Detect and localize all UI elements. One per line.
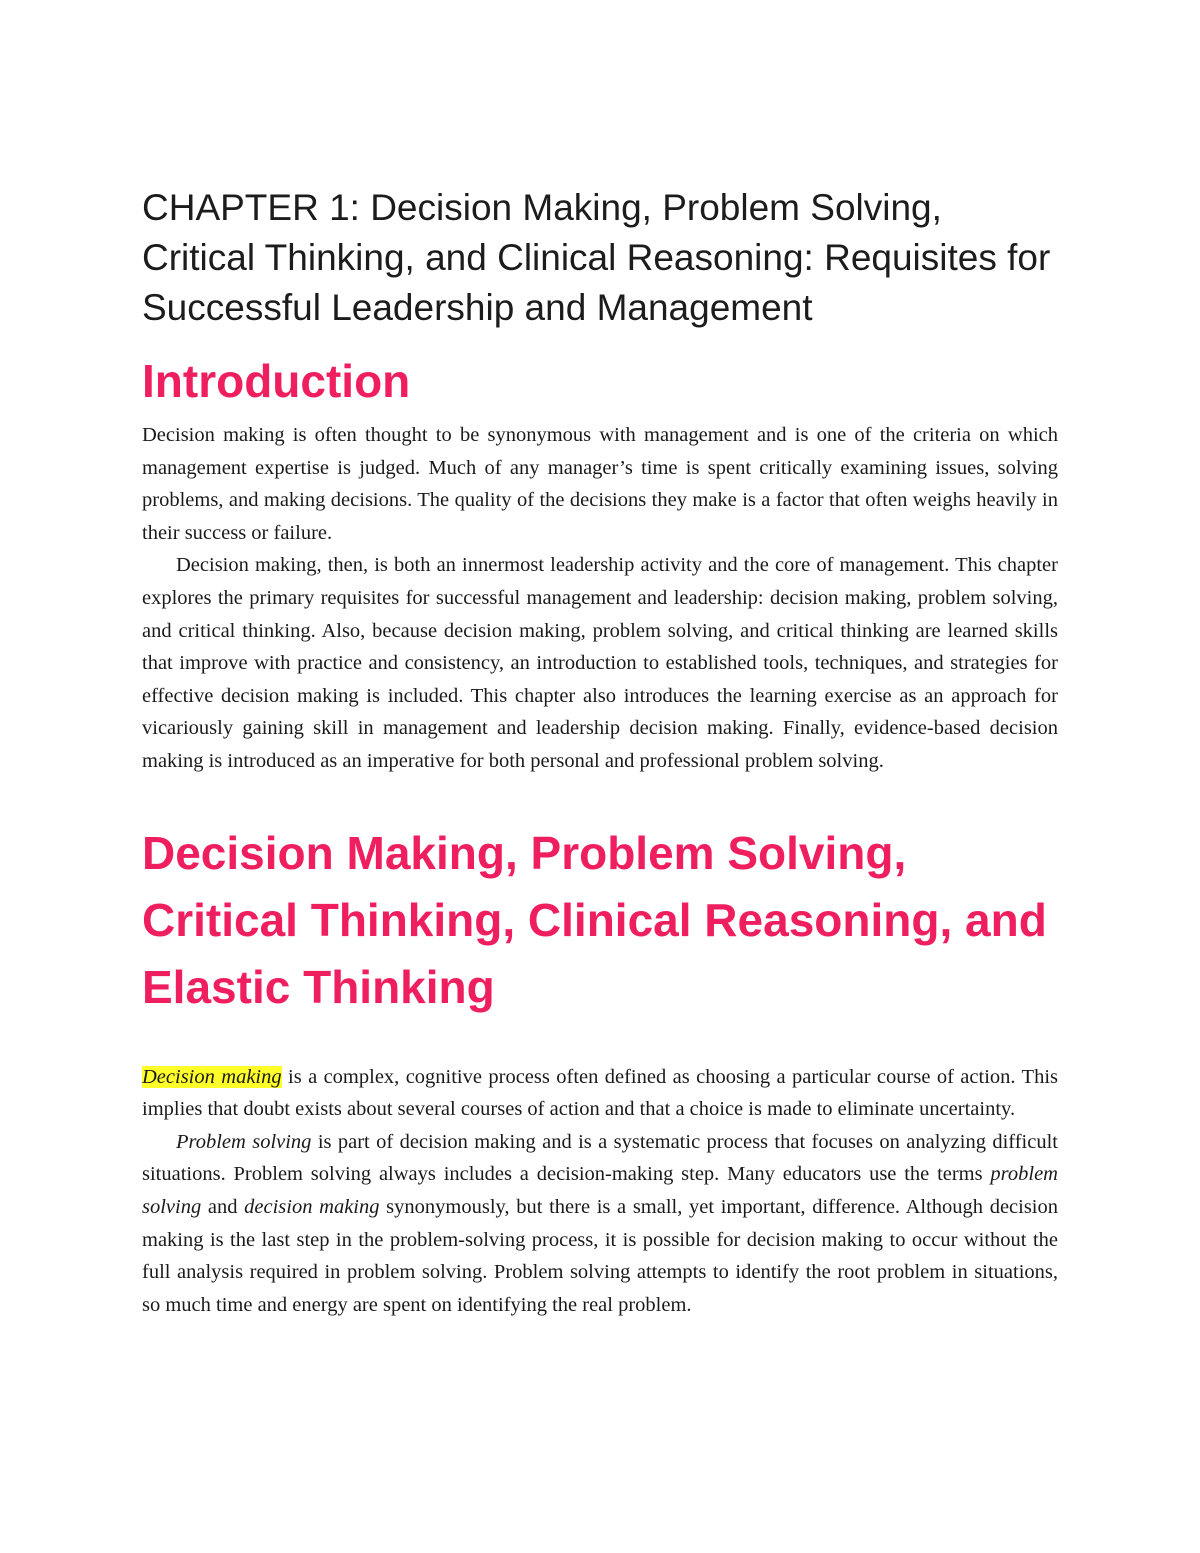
introduction-paragraph-1: Decision making is often thought to be synonymous with management and is one of the criteria on which management expertise is judged. Much of any manager’s time is spent critically examining issues, solving problems, and making decisions. The quality of the decisions they make is a factor that often weighs heavily in their success or failure. [142, 424, 1058, 544]
document-page [142, 183, 1058, 1321]
problem-solving-paragraph [142, 1126, 1058, 1322]
term-problem-solving: Problem solving [176, 1130, 312, 1153]
decision-making-section [142, 1061, 1058, 1322]
problem-solving-text-2: and [201, 1195, 245, 1218]
chapter-title: CHAPTER 1: Decision Making, Problem Solving, Critical Thinking, and Clinical Reasoning: Requisites for Successful Leadership and Management [142, 187, 1051, 328]
problem-solving-text-3: synonymously, but there is a small, yet important, difference. Although decision making is the last step in the problem-solving process, it is possible for decision making to occur without the full analysis required in problem solving. Problem solving attempts to identify the root problem in situations, so much time and energy are spent on identifying the real problem. [142, 1195, 1059, 1316]
problem-solving-text-1: is part of decision making and is a systematic process that focuses on analyzing difficult situations. Problem solving always includes a decision-making step. Many educators use the terms [142, 1130, 1058, 1186]
term-problem-solving-inline: problem solving [142, 1163, 1058, 1218]
introduction-section [142, 419, 1058, 778]
decision-making-paragraph-1 [142, 1061, 1058, 1126]
introduction-paragraph-2: Decision making, then, is both an innermost leadership activity and the core of management. This chapter explores the primary requisites for successful management and leadership: decision making, problem solving, and critical thinking. Also, because decision making, problem solving, and critical thinking are learned skills that improve with practice and consistency, an introduction to established tools, techniques, and strategies for effective decision making is included. This chapter also introduces the learning exercise as an approach for vicariously gaining skill in management and leadership decision making. Finally, evidence-based decision making is introduced as an imperative for both personal and professional problem solving. [142, 554, 1058, 772]
decision-making-definition-text: is a complex, cognitive process often defined as choosing a particular course of action. This implies that doubt exists about several courses of action and that a choice is made to eliminate uncertainty. [142, 1065, 1058, 1121]
introduction-heading: Introduction [142, 355, 411, 407]
term-decision-making-inline: decision making [244, 1195, 380, 1218]
highlighted-term-decision-making: Decision making [142, 1065, 282, 1088]
decision-making-heading: Decision Making, Problem Solving, Critical Thinking, Clinical Reasoning, and Elastic Thinking [142, 826, 1047, 1013]
